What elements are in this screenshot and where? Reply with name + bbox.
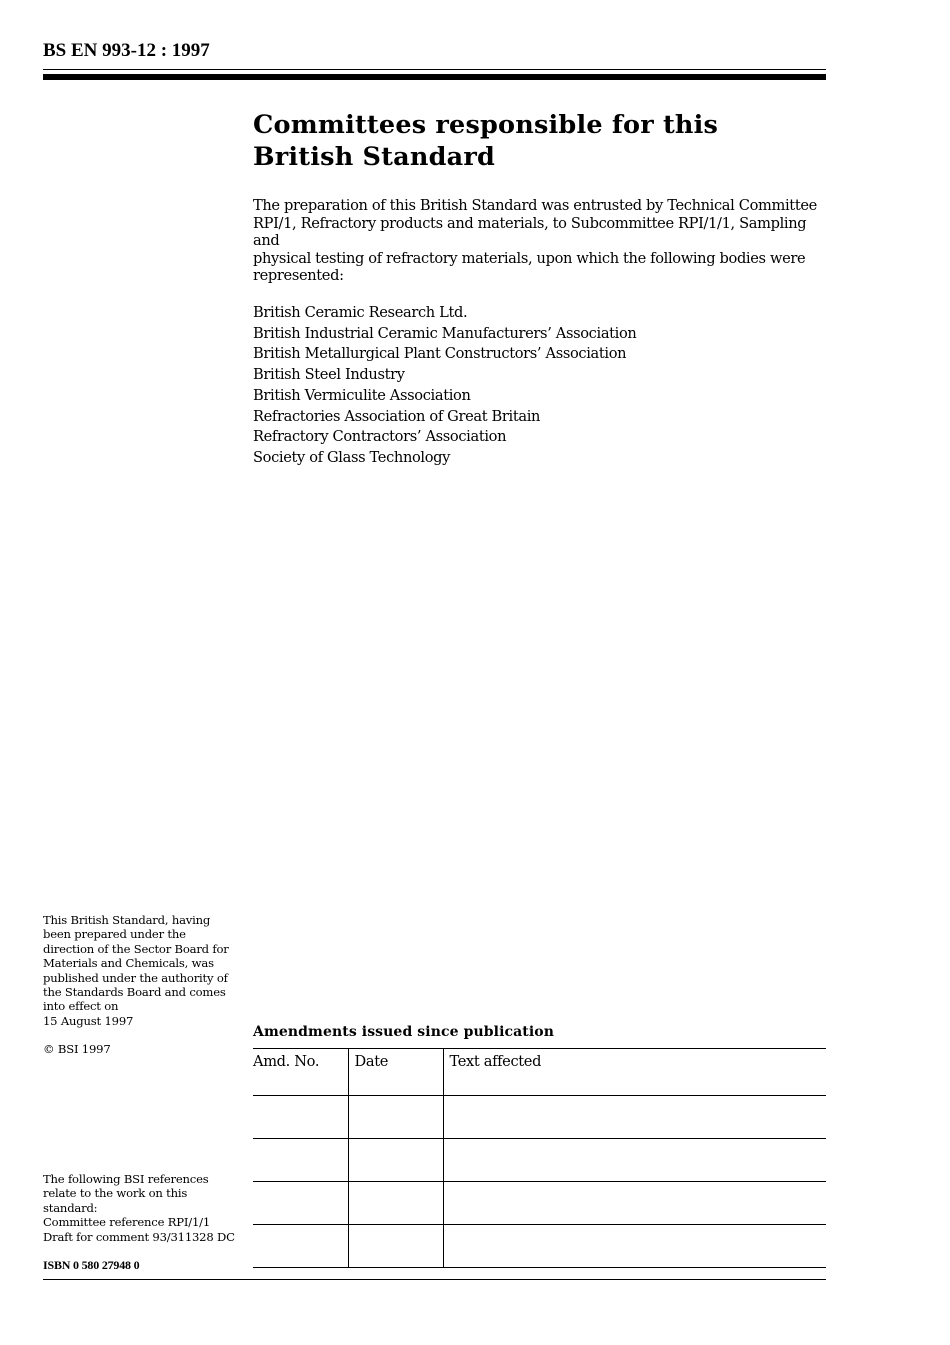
table-cell [348,1096,443,1139]
copyright-notice: © BSI 1997 [43,1042,111,1056]
table-cell [253,1096,348,1139]
table-cell [253,1182,348,1225]
effective-date: 15 August 1997 [43,1013,134,1028]
table-cell [443,1139,826,1182]
note-line: the Standards Board and comes [43,985,226,1000]
amendments-table [253,1048,826,1268]
represented-bodies-list [253,303,828,469]
table-row [253,1139,826,1182]
table-header-row [253,1049,826,1096]
title-line-1: Committees responsible for this [253,110,719,140]
reference-line: The following BSI references [43,1172,209,1186]
list-item: Refractory Contractors’ Association [253,428,507,446]
table-cell [443,1096,826,1139]
note-line: published under the authority of [43,970,228,985]
document-code: BS EN 993-12 : 1997 [43,40,210,61]
list-item: British Vermiculite Association [253,386,471,404]
column-header-text-affected: Text affected [443,1049,826,1096]
table-cell [348,1139,443,1182]
table-cell [443,1225,826,1268]
intro-line: represented: [253,267,344,284]
table-row [253,1182,826,1225]
note-line: Materials and Chemicals, was [43,956,214,971]
reference-line: relate to the work on this [43,1186,188,1201]
list-item: British Ceramic Research Ltd. [253,304,468,321]
list-item: Refractories Association of Great Britain [253,407,541,425]
table-row [253,1225,826,1268]
intro-line: physical testing of refractory materials, upon which the following bodies were [253,249,806,267]
table-cell [253,1139,348,1182]
table-cell [253,1225,348,1268]
table-cell [348,1225,443,1268]
header-rule-thin [43,69,826,70]
list-item: British Industrial Ceramic Manufacturers’ Association [253,324,637,342]
note-line: This British Standard, having [43,913,211,927]
page-title [253,109,828,173]
list-item: Society of Glass Technology [253,448,451,466]
intro-paragraph [253,197,828,285]
isbn: ISBN 0 580 27948 0 [43,1258,140,1272]
committee-reference: Committee reference RPI/1/1 [43,1215,211,1230]
bsi-references [43,1172,243,1244]
column-header-amd-no: Amd. No. [253,1049,348,1096]
title-line-2: British Standard [253,142,495,172]
intro-line: The preparation of this British Standard was entrusted by Technical Committee [253,197,817,214]
note-line: direction of the Sector Board for [43,941,229,956]
table-cell [443,1182,826,1225]
footer-rule [43,1279,826,1280]
intro-line: RPI/1, Refractory products and materials, to Subcommittee RPI/1/1, Sampling and [253,214,807,249]
column-header-date: Date [348,1049,443,1096]
reference-line: standard: [43,1200,98,1215]
note-line: been prepared under the [43,927,186,942]
header-rule-thick [43,74,826,80]
draft-reference: Draft for comment 93/311328 DC [43,1229,235,1244]
table-row [253,1096,826,1139]
publication-note [43,913,243,1028]
list-item: British Steel Industry [253,366,405,384]
table-cell [348,1182,443,1225]
list-item: British Metallurgical Plant Constructors’ Association [253,345,627,363]
amendments-title: Amendments issued since publication [253,1024,554,1040]
note-line: into effect on [43,999,119,1014]
